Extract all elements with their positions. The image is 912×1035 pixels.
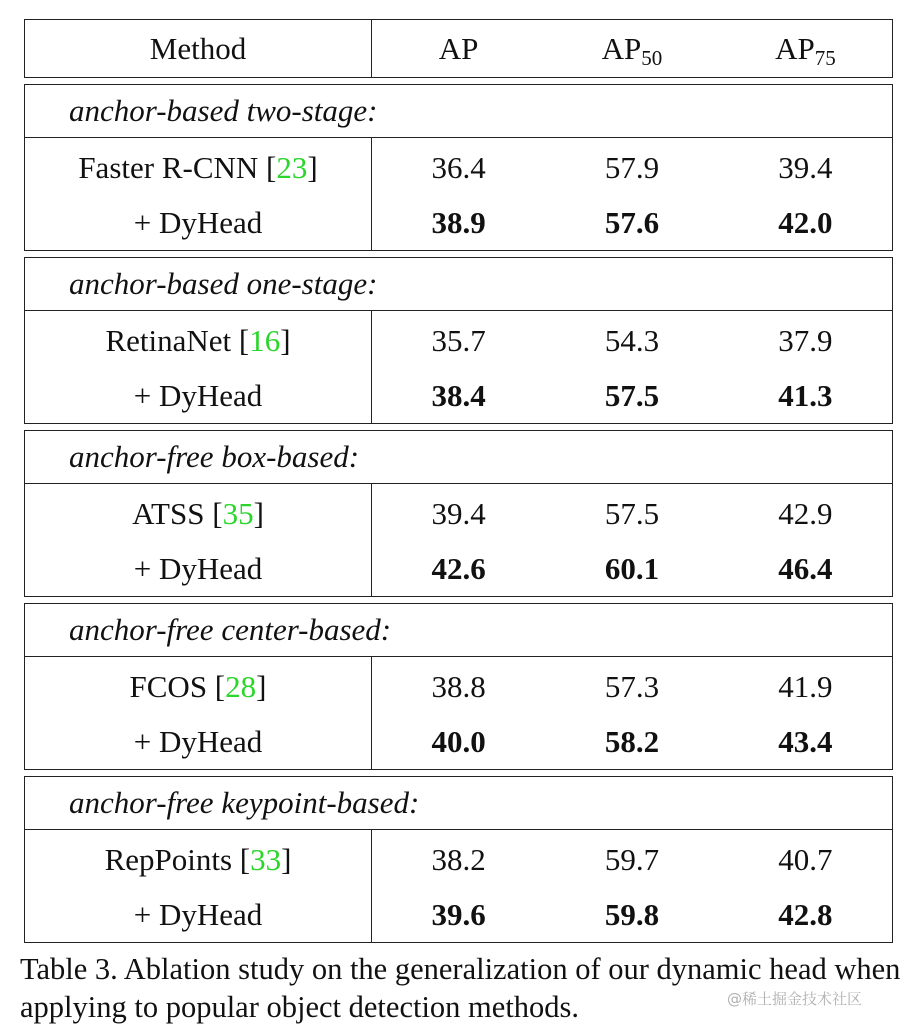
table-row-dyhead — [25, 715, 893, 770]
method-name: + DyHead — [25, 715, 372, 770]
ap50-value: 57.5 — [604, 496, 660, 531]
ap-value: 38.9 — [372, 196, 546, 251]
watermark: @稀土掘金技术社区 — [727, 990, 863, 1008]
citation-link[interactable]: 28 — [225, 669, 257, 704]
ap50-value: 60.1 — [545, 542, 719, 597]
ap75-value: 43.4 — [719, 715, 893, 770]
ap50-value: 59.7 — [604, 842, 660, 877]
group-title-row — [25, 604, 893, 657]
ap75-value: 41.3 — [719, 369, 893, 424]
ap-value: 42.6 — [372, 542, 546, 597]
group-title-row — [25, 777, 893, 830]
header-ap: AP — [372, 20, 546, 78]
ap50-value: 57.6 — [545, 196, 719, 251]
table-row-dyhead — [25, 542, 893, 597]
citation-link[interactable]: 23 — [276, 150, 308, 185]
group-spacer — [25, 251, 893, 258]
method-name: + DyHead — [25, 369, 372, 424]
header-method: Method — [25, 20, 372, 78]
ap-value: 36.4 — [431, 150, 486, 185]
table-header-row — [25, 20, 893, 78]
header-ap75: $AP_{75}$ — [719, 20, 893, 78]
citation-link[interactable]: 33 — [250, 842, 282, 877]
group-spacer — [25, 770, 893, 777]
group-title: anchor-based one-stage: — [25, 258, 893, 311]
header-ap50: $AP_{50}$ — [545, 20, 719, 78]
group-title: anchor-based two-stage: — [25, 85, 893, 138]
ap75-value: 39.4 — [719, 138, 893, 197]
ap-value: 38.8 — [431, 669, 486, 704]
ap50-value: 57.9 — [604, 150, 660, 185]
method-name: ATSS [35] — [25, 484, 372, 543]
group-title: anchor-free center-based: — [25, 604, 893, 657]
group-spacer — [25, 597, 893, 604]
ap50-value: 58.2 — [545, 715, 719, 770]
method-name: RetinaNet [16] — [25, 311, 372, 370]
table-row-baseline — [25, 484, 893, 543]
ap50-value: 57.3 — [604, 669, 660, 704]
method-name: RepPoints [33] — [25, 830, 372, 889]
table-caption: Table 3. Ablation study on the generalization of our dynamic head when applying to popular object detection methods. — [20, 952, 901, 1024]
ap75-value: 42.8 — [719, 888, 893, 943]
ap75-value: 42.0 — [719, 196, 893, 251]
ap50-value: 59.8 — [545, 888, 719, 943]
table-row-dyhead — [25, 888, 893, 943]
ap50-value: 57.5 — [545, 369, 719, 424]
citation-link[interactable]: 35 — [222, 496, 254, 531]
ap-value: 40.0 — [372, 715, 546, 770]
citation-link[interactable]: 16 — [249, 323, 281, 358]
table-row-baseline — [25, 138, 893, 197]
group-title-row — [25, 85, 893, 138]
group-spacer — [25, 78, 893, 85]
ablation-table — [24, 19, 893, 943]
ap75-value: 40.7 — [719, 830, 893, 889]
ap-value: 39.4 — [431, 496, 486, 531]
table-row-baseline — [25, 657, 893, 716]
group-title: anchor-free box-based: — [25, 431, 893, 484]
group-title: anchor-free keypoint-based: — [25, 777, 893, 830]
group-title-row — [25, 431, 893, 484]
ap-value: 38.4 — [372, 369, 546, 424]
ap-value: 38.2 — [431, 842, 486, 877]
results-table — [24, 19, 893, 943]
table-row-baseline — [25, 311, 893, 370]
method-name: Faster R-CNN [23] — [25, 138, 372, 197]
ap50-value: 54.3 — [604, 323, 660, 358]
table-row-baseline — [25, 830, 893, 889]
ap75-value: 46.4 — [719, 542, 893, 597]
method-name: + DyHead — [25, 888, 372, 943]
table-row-dyhead — [25, 369, 893, 424]
table-row-dyhead — [25, 196, 893, 251]
ap75-value: 37.9 — [719, 311, 893, 370]
ap75-value: 42.9 — [719, 484, 893, 543]
ap-value: 35.7 — [431, 323, 486, 358]
ap75-value: 41.9 — [719, 657, 893, 716]
ap-value: 39.6 — [372, 888, 546, 943]
method-name: + DyHead — [25, 196, 372, 251]
group-title-row — [25, 258, 893, 311]
method-name: + DyHead — [25, 542, 372, 597]
group-spacer — [25, 424, 893, 431]
method-name: FCOS [28] — [25, 657, 372, 716]
